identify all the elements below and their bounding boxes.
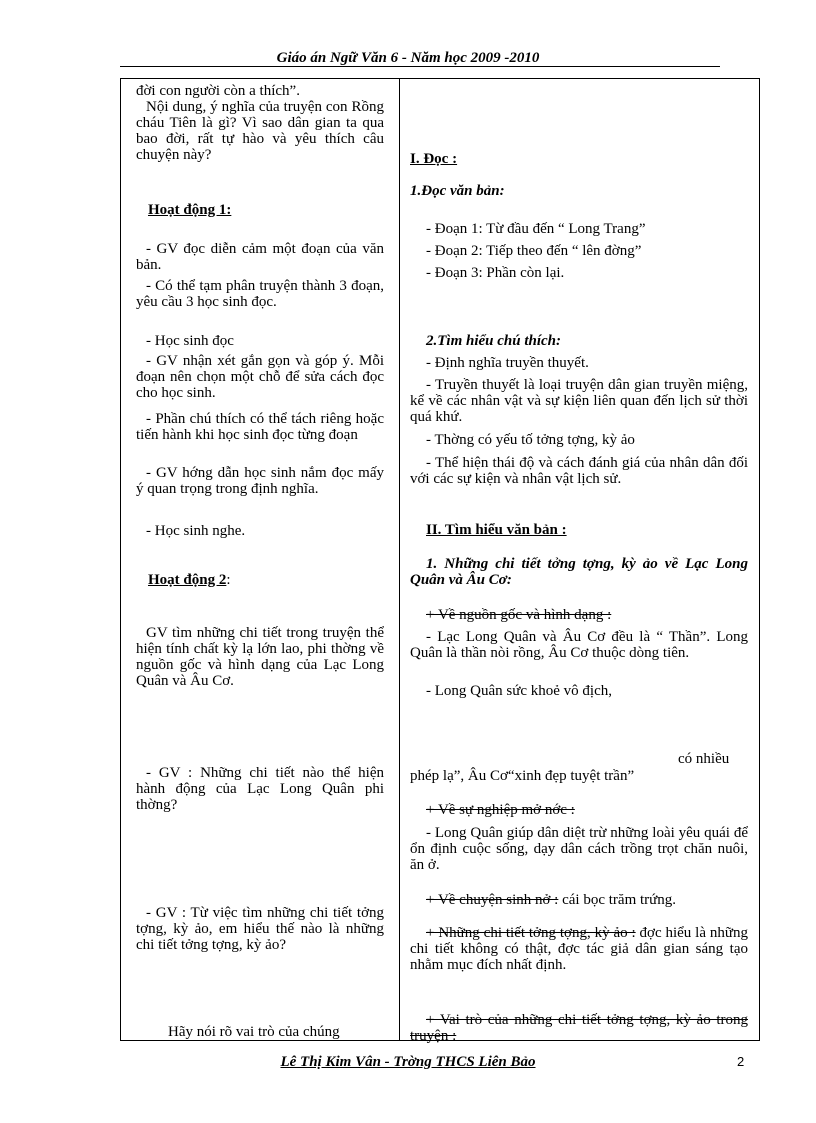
origin-appearance-heading: + Về nguồn gốc và hình dạng : [426,607,612,623]
activity-2-heading [148,572,348,588]
left-text-guide: - GV hớng dẫn học sinh nắm đọc mấy ý quan trọng trong định nghĩa. [136,465,384,497]
origin-detail: - Lạc Long Quân và Âu Cơ đều là “ Thần”. Long Quân là thần nòi rồng, Âu Cơ thuộc dòng tiên. [410,629,748,661]
activity-2-colon: : [226,572,231,588]
left-text-notes: - Phần chú thích có thể tách riêng hoặc tiến hành khi học sinh đọc từng đoạn [136,411,384,443]
left-text-1: đời con người còn a thích”. [136,83,300,99]
reading-part-2: - Đoạn 2: Tiếp theo đến “ lên đờng” [426,243,642,259]
fantasy-role-heading: + Vai trò của những chi tiết tởng tợng, kỳ ảo trong truyện : [410,1012,748,1044]
fantasy-definition [410,925,748,973]
birth-heading: + Về chuyện sinh nở : [426,892,559,908]
left-text-divide: - Có thể tạm phân truyện thành 3 đoạn, yêu cầu 3 học sinh đọc. [136,278,384,310]
birth-detail [410,892,748,908]
activity-1-heading: Hoạt động 1: [148,202,232,218]
section-1-2-heading: 2.Tìm hiểu chú thích: [426,333,562,349]
founding-heading: + Về sự nghiệp mở nớc : [426,802,575,818]
left-text-student-read: - Học sinh đọc [146,333,234,349]
left-question-actions: - GV : Những chi tiết nào thể hiện hành động của Lạc Long Quân phi thờng? [136,765,384,813]
section-2-heading: II. Tìm hiểu văn bản : [426,522,567,538]
left-text-feedback: - GV nhận xét gắn gọn và góp ý. Mỗi đoạn nên chọn một chỗ để sửa cách đọc cho học sinh. [136,353,384,401]
column-divider [399,78,400,1041]
reading-part-3: - Đoạn 3: Phần còn lại. [426,265,565,281]
left-text-role: Hãy nói rõ vai trò của chúng [168,1024,340,1040]
legend-fantasy-element: - Thờng có yếu tố tởng tợng, kỳ ảo [426,432,635,448]
birth-text: cái bọc trăm trứng. [558,892,677,908]
header-rule [120,66,720,67]
section-1-1-heading: 1.Đọc văn bản: [410,183,505,199]
page-number: 2 [737,1054,745,1069]
page-header: Giáo án Ngữ Văn 6 - Năm học 2009 -2010 [276,50,540,66]
legend-attitude: - Thể hiện thái độ và cách đánh giá của nhân dân đối với các sự kiện và nhân vật lịch sử. [410,455,748,487]
legend-meaning: - Truyền thuyết là loại truyện dân gian truyền miệng, kể về các nhân vật và sự kiện liên quan đến lịch sử thời quá khứ. [410,377,748,425]
section-2-1-heading: 1. Những chi tiết tởng tợng, kỳ ảo về Lạc Long Quân và Âu Cơ: [410,556,748,588]
reading-part-1: - Đoạn 1: Từ đầu đến “ Long Trang” [426,221,646,237]
founding-detail: - Long Quân giúp dân diệt trừ những loài yêu quái để ổn định cuộc sống, dạy dân cách trồng trọt chăn nuôi, ăn ở. [410,825,748,873]
magic-powers-end: phép lạ”, Âu Cơ“xinh đẹp tuyệt trần” [410,768,635,784]
legend-definition: - Định nghĩa truyền thuyết. [426,355,589,371]
left-text-listen: - Học sinh nghe. [146,523,246,539]
magic-powers-start: có nhiều [678,751,730,767]
fantasy-heading: + Những chi tiết tởng tợng, kỳ ảo : [426,925,636,941]
left-text-find-details: GV tìm những chi tiết trong truyện thể hiện tính chất kỳ lạ lớn lao, phi thờng về nguồn gốc và hình dạng của Lạc Long Quân và Âu Cơ. [136,625,384,689]
activity-2-title: Hoạt động 2 [148,572,227,588]
left-question-content: Nội dung, ý nghĩa của truyện con Rồng cháu Tiên là gì? Vì sao dân gian ta qua bao đời, rất tự hào và yêu thích câu chuyện này? [136,99,384,163]
fantasy-text: đợc hiểu là những chi tiết không có thật, đợc tác giả dân gian sáng tạo nhằm mục đích nhất định. [410,925,748,973]
section-1-heading: I. Đọc : [410,151,458,167]
page-footer: Lê Thị Kim Vân - Trờng THCS Liên Bảo [280,1054,536,1070]
left-question-fantasy: - GV : Từ việc tìm những chi tiết tởng tợng, kỳ ảo, em hiểu thế nào là những chi tiết tởng tợng, kỳ ảo? [136,905,384,953]
long-quan-strength: - Long Quân sức khoẻ vô địch, [426,683,613,699]
left-text-gv-read: - GV đọc diễn cảm một đoạn của văn bản. [136,241,384,273]
